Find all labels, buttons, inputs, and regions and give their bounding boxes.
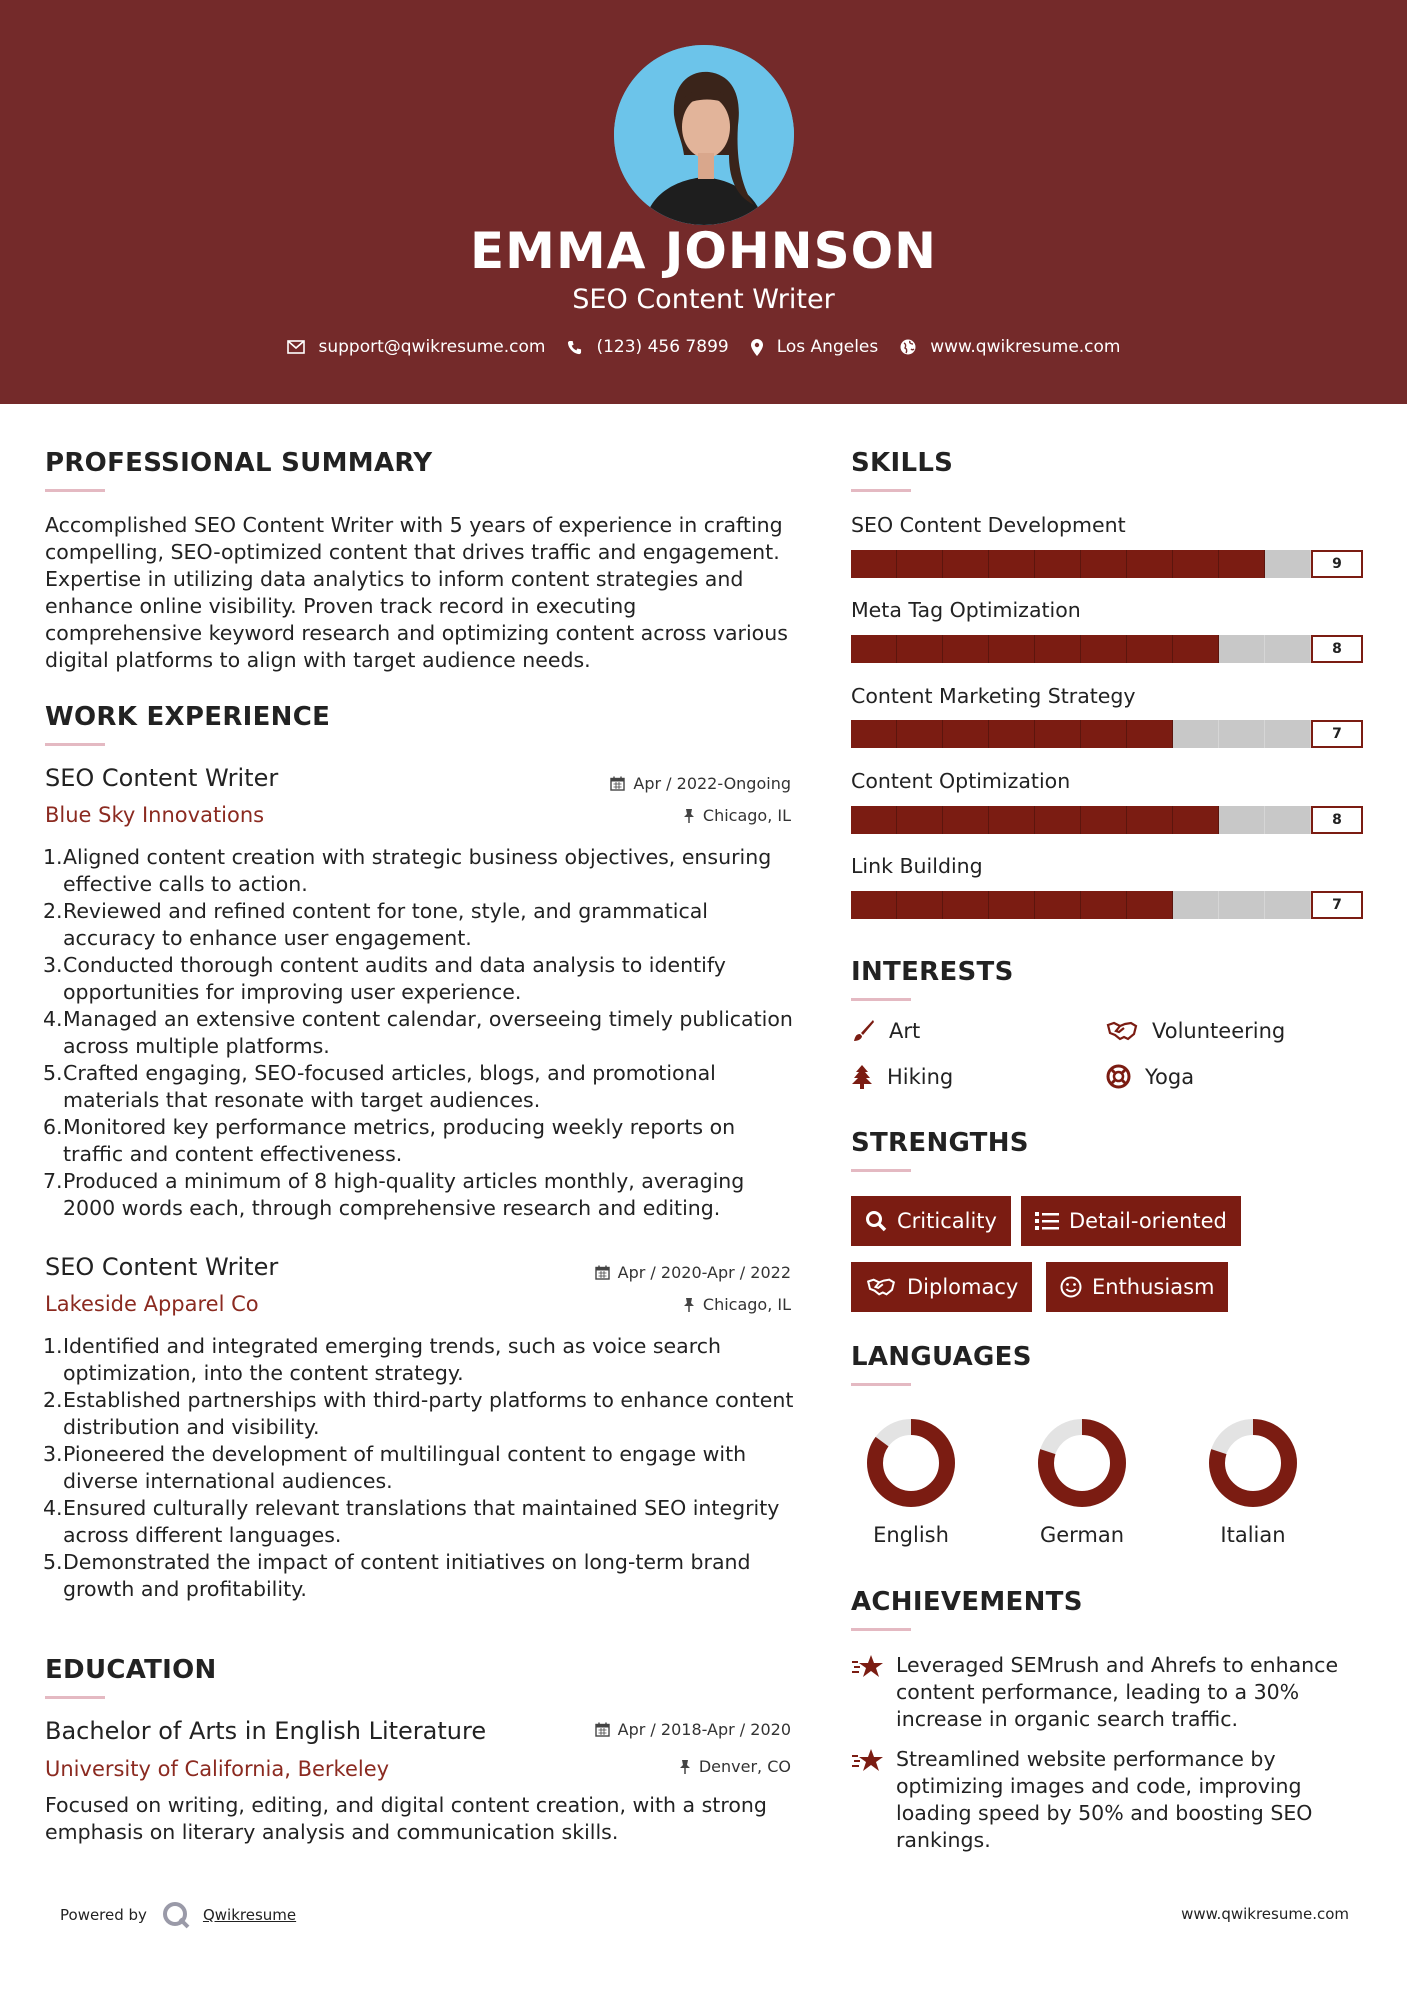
interest-label: Yoga bbox=[1145, 1064, 1195, 1089]
skill-bar bbox=[851, 891, 1311, 919]
strength-label: Detail-oriented bbox=[1069, 1209, 1227, 1233]
skill-bar-segment bbox=[943, 720, 989, 748]
star-icon bbox=[851, 1748, 885, 1774]
skill-bar-segment bbox=[943, 806, 989, 834]
skill-bar-segment bbox=[1035, 550, 1081, 578]
phone-text: (123) 456 7899 bbox=[596, 337, 729, 357]
interest-label: Volunteering bbox=[1152, 1019, 1286, 1043]
pushpin-icon bbox=[683, 808, 695, 824]
strengths-heading: STRENGTHS bbox=[851, 1128, 1029, 1158]
skill-bar-segment bbox=[1265, 720, 1311, 748]
globe-icon bbox=[900, 339, 916, 355]
skill-bar-segment bbox=[1265, 891, 1311, 919]
education-location-text: Denver, CO bbox=[698, 1757, 791, 1776]
map-marker-icon bbox=[751, 339, 763, 356]
footer-url[interactable]: www.qwikresume.com bbox=[1181, 1905, 1349, 1923]
list-icon bbox=[1035, 1211, 1059, 1231]
skill-bar-segment bbox=[851, 550, 897, 578]
profile-photo bbox=[614, 45, 794, 225]
skill-bar bbox=[851, 720, 1311, 748]
skill-bar-segment bbox=[989, 550, 1035, 578]
education-location bbox=[679, 1757, 791, 1776]
skill-bar-segment bbox=[1265, 550, 1311, 578]
interest-art bbox=[851, 1019, 920, 1043]
handshake-icon bbox=[865, 1276, 897, 1298]
website-text: www.qwikresume.com bbox=[930, 337, 1121, 357]
achievements-rule bbox=[851, 1628, 911, 1631]
summary-rule bbox=[45, 489, 105, 492]
list-item: 5. Crafted engaging, SEO-focused articles, blogs, and promotional materials that resonate with target audiences. bbox=[43, 1061, 716, 1112]
skill-bar-segment bbox=[1173, 550, 1219, 578]
school-name: University of California, Berkeley bbox=[45, 1757, 390, 1781]
email-text: support@qwikresume.com bbox=[318, 337, 546, 357]
job-title: SEO Content Writer bbox=[45, 1253, 279, 1281]
skill-bar-segment bbox=[1081, 550, 1127, 578]
language-donut bbox=[1208, 1418, 1298, 1508]
skill-bar-segment bbox=[1173, 891, 1219, 919]
experience-rule bbox=[45, 743, 105, 746]
contact-website[interactable] bbox=[900, 337, 1120, 357]
job-dates-text: Apr / 2020-Apr / 2022 bbox=[617, 1263, 791, 1282]
skill-bar-segment bbox=[851, 891, 897, 919]
calendar-icon bbox=[610, 776, 625, 791]
location-text: Los Angeles bbox=[776, 337, 879, 357]
envelope-icon bbox=[287, 340, 305, 354]
skill-bar-segment bbox=[989, 635, 1035, 663]
summary-heading: PROFESSIONAL SUMMARY bbox=[45, 448, 433, 478]
skill-label: Content Marketing Strategy bbox=[851, 684, 1136, 708]
skill-bar-segment bbox=[897, 806, 943, 834]
job-dates-text: Apr / 2022-Ongoing bbox=[633, 774, 791, 793]
company-name: Lakeside Apparel Co bbox=[45, 1292, 259, 1316]
lifering-icon bbox=[1106, 1064, 1131, 1089]
list-item: 4. Managed an extensive content calendar, overseeing timely publication across multiple platforms. bbox=[43, 1007, 793, 1058]
skill-label: Link Building bbox=[851, 854, 983, 878]
handshake-icon bbox=[1106, 1019, 1138, 1043]
skill-bar-segment bbox=[1219, 720, 1265, 748]
education-rule bbox=[45, 1696, 105, 1699]
tree-icon bbox=[851, 1064, 873, 1090]
skill-bar-segment bbox=[1081, 891, 1127, 919]
skills-rule bbox=[851, 489, 911, 492]
job-location bbox=[683, 1295, 791, 1314]
skill-score: 8 bbox=[1311, 635, 1363, 663]
skill-label: SEO Content Development bbox=[851, 513, 1126, 537]
skill-bar-segment bbox=[1035, 891, 1081, 919]
skill-bar-segment bbox=[1265, 635, 1311, 663]
skill-bar-segment bbox=[1265, 806, 1311, 834]
list-item: 4. Ensured culturally relevant translations that maintained SEO integrity across different languages. bbox=[43, 1496, 780, 1547]
skill-bar-segment bbox=[851, 720, 897, 748]
skill-bar-segment bbox=[989, 720, 1035, 748]
language-label: Italian bbox=[1220, 1523, 1286, 1547]
interests-rule bbox=[851, 998, 911, 1001]
job-dates bbox=[610, 774, 791, 793]
strength-badge bbox=[1021, 1196, 1241, 1246]
skill-bar-segment bbox=[1127, 550, 1173, 578]
list-item: 1. Aligned content creation with strategic business objectives, ensuring effective calls to action. bbox=[43, 845, 772, 896]
skill-bar-segment bbox=[1219, 891, 1265, 919]
strength-label: Enthusiasm bbox=[1092, 1275, 1215, 1299]
achievements-heading: ACHIEVEMENTS bbox=[851, 1587, 1083, 1617]
achievement-item bbox=[851, 1652, 1371, 1733]
skill-bar-segment bbox=[1127, 806, 1173, 834]
job-title: SEO Content Writer bbox=[45, 764, 279, 792]
summary-text: Accomplished SEO Content Writer with 5 years of experience in crafting compelling, SEO-optimized content that drives traffic and engagement. Expertise in utilizing data analytics to inform content strategies and enhance online visibility. Proven track record in executing comprehensive keyword research and optimizing content across various digital platforms to align with target audience needs. bbox=[45, 513, 788, 672]
strength-badge bbox=[1046, 1262, 1228, 1312]
language-donut bbox=[1037, 1418, 1127, 1508]
education-dates-text: Apr / 2018-Apr / 2020 bbox=[617, 1720, 791, 1739]
strengths-rule bbox=[851, 1169, 911, 1172]
language-label: German bbox=[1039, 1523, 1125, 1547]
strength-label: Criticality bbox=[897, 1209, 997, 1233]
skills-heading: SKILLS bbox=[851, 448, 954, 478]
education-dates bbox=[595, 1720, 791, 1739]
skill-bar-segment bbox=[851, 806, 897, 834]
powered-by-text: Powered by bbox=[60, 1906, 147, 1924]
language-donut bbox=[866, 1418, 956, 1508]
skill-bar-segment bbox=[943, 891, 989, 919]
skill-bar-segment bbox=[1035, 720, 1081, 748]
pushpin-icon bbox=[683, 1297, 695, 1313]
strength-label: Diplomacy bbox=[907, 1275, 1019, 1299]
skill-bar-segment bbox=[1081, 635, 1127, 663]
job-location bbox=[683, 806, 791, 825]
job-location-text: Chicago, IL bbox=[702, 806, 791, 825]
education-heading: EDUCATION bbox=[45, 1655, 217, 1685]
education-text: Focused on writing, editing, and digital content creation, with a strong emphasis on literary analysis and communication skills. bbox=[45, 1793, 767, 1844]
job-dates bbox=[595, 1263, 791, 1282]
interests-heading: INTERESTS bbox=[851, 957, 1014, 987]
job-bullets bbox=[45, 844, 795, 1222]
skill-bar-segment bbox=[943, 635, 989, 663]
skill-bar-segment bbox=[1173, 720, 1219, 748]
language-label: English bbox=[873, 1523, 949, 1547]
skill-bar bbox=[851, 635, 1311, 663]
search-icon bbox=[865, 1210, 887, 1232]
list-item: 6. Monitored key performance metrics, producing weekly reports on traffic and content effectiveness. bbox=[43, 1115, 736, 1166]
languages-rule bbox=[851, 1383, 911, 1386]
skill-bar-segment bbox=[1173, 806, 1219, 834]
list-item: 2. Reviewed and refined content for tone, style, and grammatical accuracy to enhance user engagement. bbox=[43, 899, 708, 950]
contact-location bbox=[751, 337, 879, 357]
qwikresume-logo-icon bbox=[161, 1900, 191, 1930]
list-item: 5. Demonstrated the impact of content initiatives on long-term brand growth and profitability. bbox=[43, 1550, 751, 1601]
skill-bar-segment bbox=[897, 635, 943, 663]
job-bullets bbox=[45, 1333, 795, 1603]
achievement-text: Streamlined website performance by optimizing images and code, improving loading speed by 50% and boosting SEO rankings. bbox=[896, 1747, 1313, 1852]
interest-label: Art bbox=[889, 1019, 921, 1043]
experience-heading: WORK EXPERIENCE bbox=[45, 702, 331, 732]
contact-bar bbox=[0, 337, 1407, 357]
contact-phone[interactable] bbox=[567, 337, 728, 357]
skill-bar-segment bbox=[1035, 806, 1081, 834]
star-icon bbox=[851, 1654, 885, 1680]
skill-label: Meta Tag Optimization bbox=[851, 598, 1081, 622]
skill-bar-segment bbox=[1127, 891, 1173, 919]
skill-bar-segment bbox=[851, 635, 897, 663]
smile-icon bbox=[1060, 1276, 1082, 1298]
pushpin-icon bbox=[679, 1759, 691, 1775]
brand-link[interactable]: Qwikresume bbox=[202, 1906, 297, 1924]
company-name: Blue Sky Innovations bbox=[45, 803, 265, 827]
skill-bar-segment bbox=[943, 550, 989, 578]
interest-hiking bbox=[851, 1064, 953, 1090]
skill-bar-segment bbox=[897, 550, 943, 578]
contact-email[interactable] bbox=[287, 337, 546, 357]
skill-score: 7 bbox=[1311, 720, 1363, 748]
skill-score: 9 bbox=[1311, 550, 1363, 578]
skill-bar-segment bbox=[1219, 635, 1265, 663]
skill-score: 7 bbox=[1311, 891, 1363, 919]
skill-bar-segment bbox=[1127, 635, 1173, 663]
list-item: 3. Conducted thorough content audits and data analysis to identify opportunities for improving user experience. bbox=[43, 953, 726, 1004]
calendar-icon bbox=[595, 1722, 610, 1737]
skill-bar bbox=[851, 806, 1311, 834]
phone-icon bbox=[567, 340, 582, 355]
list-item: 1. Identified and integrated emerging trends, such as voice search optimization, into the content strategy. bbox=[43, 1334, 721, 1385]
list-item: 2. Established partnerships with third-party platforms to enhance content distribution and visibility. bbox=[43, 1388, 794, 1439]
skill-bar-segment bbox=[1081, 720, 1127, 748]
strength-badge bbox=[851, 1196, 1011, 1246]
candidate-name: EMMA JOHNSON bbox=[470, 222, 937, 280]
skill-bar-segment bbox=[989, 891, 1035, 919]
languages-heading: LANGUAGES bbox=[851, 1342, 1032, 1372]
candidate-role: SEO Content Writer bbox=[572, 284, 835, 315]
header-banner bbox=[0, 0, 1407, 404]
skill-bar-segment bbox=[1035, 635, 1081, 663]
interest-yoga bbox=[1106, 1064, 1194, 1089]
strength-badge bbox=[851, 1262, 1032, 1312]
skill-label: Content Optimization bbox=[851, 769, 1071, 793]
achievement-item bbox=[851, 1746, 1371, 1854]
skill-bar-segment bbox=[1081, 806, 1127, 834]
interest-label: Hiking bbox=[887, 1065, 954, 1089]
skill-bar-segment bbox=[989, 806, 1035, 834]
skill-bar bbox=[851, 550, 1311, 578]
footer-powered-by bbox=[60, 1900, 296, 1930]
degree-title: Bachelor of Arts in English Literature bbox=[45, 1717, 487, 1745]
list-item: 3. Pioneered the development of multilingual content to engage with diverse international audiences. bbox=[43, 1442, 747, 1493]
job-location-text: Chicago, IL bbox=[702, 1295, 791, 1314]
skill-bar-segment bbox=[897, 891, 943, 919]
skill-bar-segment bbox=[897, 720, 943, 748]
skill-bar-segment bbox=[1127, 720, 1173, 748]
skill-bar-segment bbox=[1173, 635, 1219, 663]
calendar-icon bbox=[595, 1265, 610, 1280]
list-item: 7. Produced a minimum of 8 high-quality articles monthly, averaging 2000 words each, through comprehensive research and editing. bbox=[43, 1169, 745, 1220]
skill-score: 8 bbox=[1311, 806, 1363, 834]
achievement-text: Leveraged SEMrush and Ahrefs to enhance content performance, leading to a 30% increase in organic search traffic. bbox=[896, 1653, 1339, 1731]
skill-bar-segment bbox=[1219, 550, 1265, 578]
interest-volunteering bbox=[1106, 1019, 1285, 1043]
skill-bar-segment bbox=[1219, 806, 1265, 834]
paintbrush-icon bbox=[851, 1019, 875, 1043]
